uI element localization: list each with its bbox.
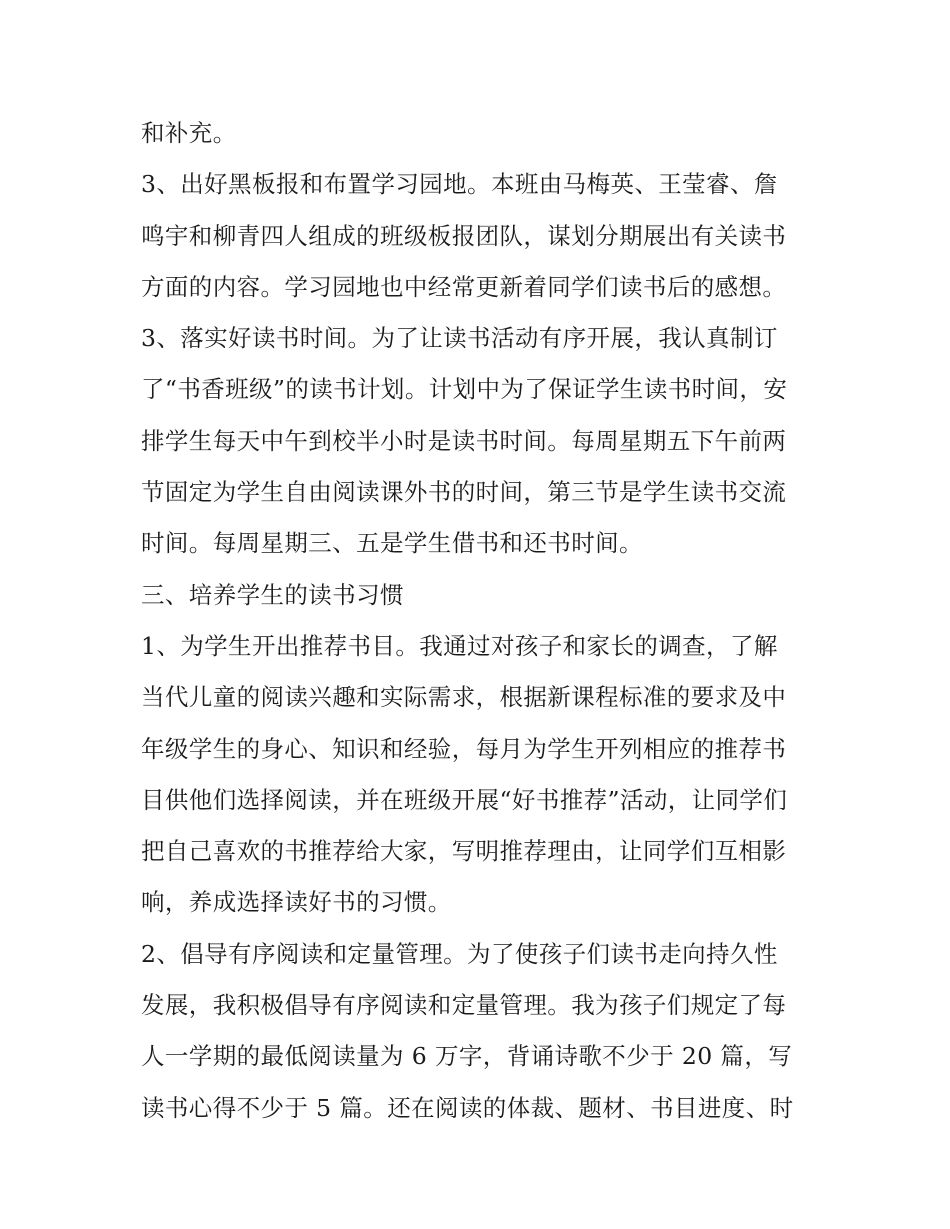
text-line: 人一学期的最低阅读量为 6 万字，背诵诗歌不少于 20 篇，写 [141,1042,793,1071]
text-line: 了“书香班级”的读书计划。计划中为了保证学生读书时间，安 [141,375,788,404]
text-line: 节固定为学生自由阅读课外书的时间，第三节是学生读书交流 [141,478,787,507]
document-body [141,108,813,1134]
text-line: 和补充。 [141,119,237,147]
text-line: 2、倡导有序阅读和定量管理。为了使孩子们读书走向持久性 [141,939,778,968]
text-line: 3、落实好读书时间。为了让读书活动有序开展，我认真制订 [141,324,778,353]
text-line: 响，养成选择读好书的习惯。 [141,888,452,917]
text-line: 年级学生的身心、知识和经验，每月为学生开列相应的推荐书 [141,734,787,763]
text-line: 发展，我积极倡导有序阅读和定量管理。我为孩子们规定了每 [141,991,787,1020]
text-line: 当代儿童的阅读兴趣和实际需求，根据新课程标准的要求及中 [141,683,787,712]
text-line: 鸣宇和柳青四人组成的班级板报团队，谋划分期展出有关读书 [141,221,787,250]
text-line: 把自己喜欢的书推荐给大家，写明推荐理由，让同学们互相影 [141,837,787,866]
section-heading: 三、培养学生的读书习惯 [141,580,404,609]
text-line: 排学生每天中午到校半小时是读书时间。每周星期五下午前两 [141,426,787,455]
text-line: 方面的内容。学习园地也中经常更新着同学们读书后的感想。 [141,272,787,301]
text-line: 3、出好黑板报和布置学习园地。本班由马梅英、王莹睿、詹 [141,170,778,199]
text-line: 读书心得不少于 5 篇。还在阅读的体裁、题材、书目进度、时 [141,1093,794,1122]
text-line: 目供他们选择阅读，并在班级开展“好书推荐”活动，让同学们 [141,785,788,814]
text-line: 1、为学生开出推荐书目。我通过对孩子和家长的调查，了解 [141,631,778,660]
text-line: 时间。每周星期三、五是学生借书和还书时间。 [141,529,643,558]
